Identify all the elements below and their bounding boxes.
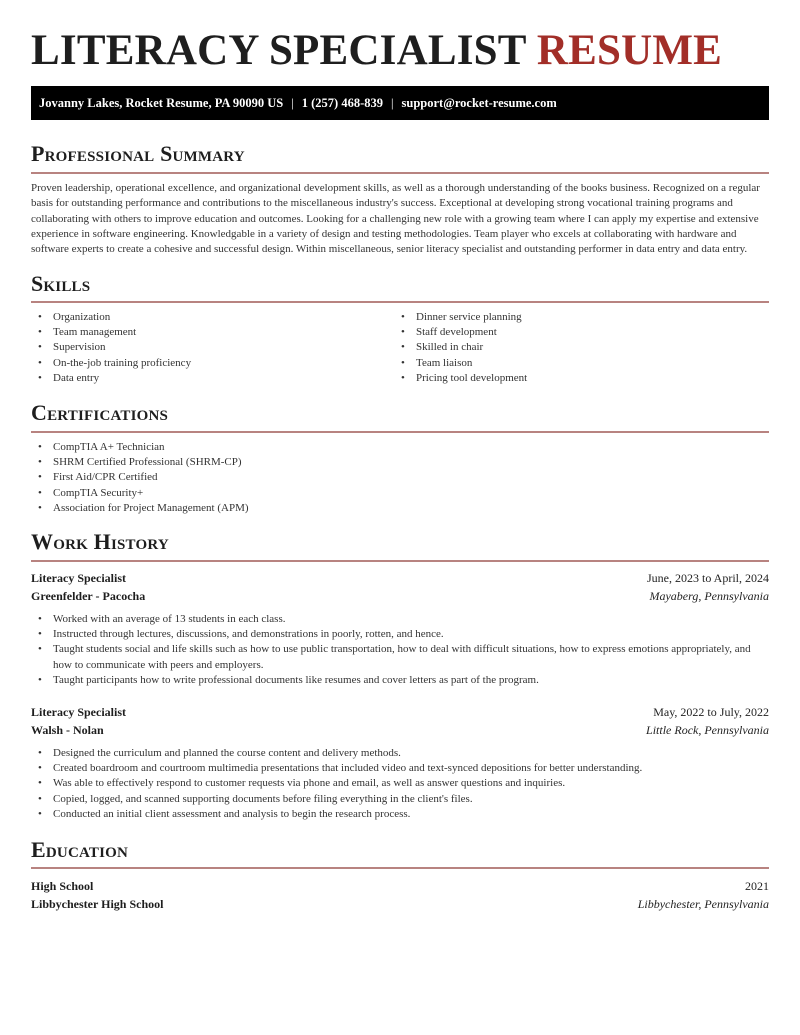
job-header-row [31, 704, 769, 720]
skills-list-left [31, 310, 391, 386]
skill-item: • Supervision [31, 340, 391, 355]
job-bullet: • Was able to effectively respond to customer requests via phone and email, as well as answer questions and inquiries. [31, 776, 769, 791]
job-bullet: • Worked with an average of 13 students in each class. [31, 612, 769, 627]
job-bullet: • Conducted an initial client assessment and analysis to begin the research process. [31, 807, 769, 822]
skill-item: • Organization [31, 310, 391, 325]
section-divider [31, 867, 769, 869]
job-bullet: • Created boardroom and courtroom multimedia presentations that included video and text-synced depositions for better understanding. [31, 761, 769, 776]
section-title-skills: Skills [31, 271, 91, 296]
certifications-list [31, 440, 769, 516]
education-school-row [31, 896, 769, 912]
job-bullets [31, 746, 769, 822]
skill-item: • Skilled in chair [394, 340, 764, 355]
education-degree: High School [31, 879, 94, 893]
section-divider [31, 172, 769, 174]
section-title-work-history: Work History [31, 529, 169, 554]
job-bullet: • Taught participants how to write professional documents like resumes and cover letters as part of the program. [31, 673, 769, 688]
certification-item: • Association for Project Management (APM) [31, 501, 769, 516]
contact-separator: | [391, 95, 394, 110]
education-school: Libbychester High School [31, 897, 164, 911]
certification-item: • CompTIA A+ Technician [31, 440, 769, 455]
skill-item: • Data entry [31, 371, 391, 386]
contact-bar [31, 86, 769, 120]
job-position: Literacy Specialist [31, 571, 126, 585]
job-header-row [31, 570, 769, 586]
section-divider [31, 301, 769, 303]
section-title-education: Education [31, 837, 129, 862]
summary-text: Proven leadership, operational excellence, and organizational development skills, as well as a thorough understanding of the books business. Recognized on a regular basis for outstanding performance and contributions to the miscellaneous industry's success. Exceptional at developing strong vocational training programs and collaborating with others to improve education and outcomes. Looking for a challenging new role with a growing team where I can apply my expertise and extensive experience in software engineering. Knowledgable in a variety of design and testing methodologies. Team player who excels at collaborating with hardware and software experts to create a cohesive and successful design. Within miscellaneous, senior literacy specialist and outstanding performer in data entry and data entry. [31, 182, 760, 256]
skill-item: • On-the-job training proficiency [31, 356, 391, 371]
skill-item: • Pricing tool development [394, 371, 764, 386]
section-divider [31, 431, 769, 433]
job-dates: May, 2022 to July, 2022 [653, 705, 769, 719]
job-location: Little Rock, Pennsylvania [646, 723, 769, 737]
job-company-row [31, 588, 769, 604]
certification-item: • SHRM Certified Professional (SHRM-CP) [31, 455, 769, 470]
job-bullet: • Designed the curriculum and planned the course content and delivery methods. [31, 746, 769, 761]
title-accent: RESUME [536, 27, 723, 74]
section-divider [31, 560, 769, 562]
skill-item: • Dinner service planning [394, 310, 764, 325]
job-company: Greenfelder - Pacocha [31, 589, 146, 603]
contact-email[interactable]: support@rocket-resume.com [401, 95, 557, 110]
section-title-certifications: Certifications [31, 400, 169, 425]
skills-list-right [394, 310, 764, 386]
contact-separator: | [291, 95, 294, 110]
contact-phone[interactable]: 1 (257) 468-839 [301, 95, 383, 110]
job-bullet: • Taught students social and life skills such as how to use public transportation, how to deal with difficult situations, how to express emotions appropriately, and how to communicate with peers and employers. [31, 642, 769, 672]
education-location: Libbychester, Pennsylvania [637, 897, 769, 911]
certification-item: • First Aid/CPR Certified [31, 470, 769, 485]
job-location: Mayaberg, Pennsylvania [649, 589, 769, 603]
job-dates: June, 2023 to April, 2024 [647, 571, 769, 585]
skill-item: • Staff development [394, 325, 764, 340]
contact-address: Jovanny Lakes, Rocket Resume, PA 90090 US [39, 95, 284, 110]
job-company-row [31, 722, 769, 738]
education-year: 2021 [745, 879, 769, 893]
job-company: Walsh - Nolan [31, 723, 104, 737]
resume-title [31, 28, 722, 74]
job-bullet: • Instructed through lectures, discussions, and demonstrations in poorly, rotten, and hence. [31, 627, 769, 642]
skill-item: • Team management [31, 325, 391, 340]
job-position: Literacy Specialist [31, 705, 126, 719]
skill-item: • Team liaison [394, 356, 764, 371]
education-header-row [31, 878, 769, 894]
certification-item: • CompTIA Security+ [31, 486, 769, 501]
job-bullet: • Copied, logged, and scanned supporting documents before filing everything in the client's files. [31, 792, 769, 807]
job-bullets [31, 612, 769, 688]
title-main: LITERACY SPECIALIST [31, 27, 526, 74]
section-title-summary: Professional Summary [31, 141, 245, 166]
